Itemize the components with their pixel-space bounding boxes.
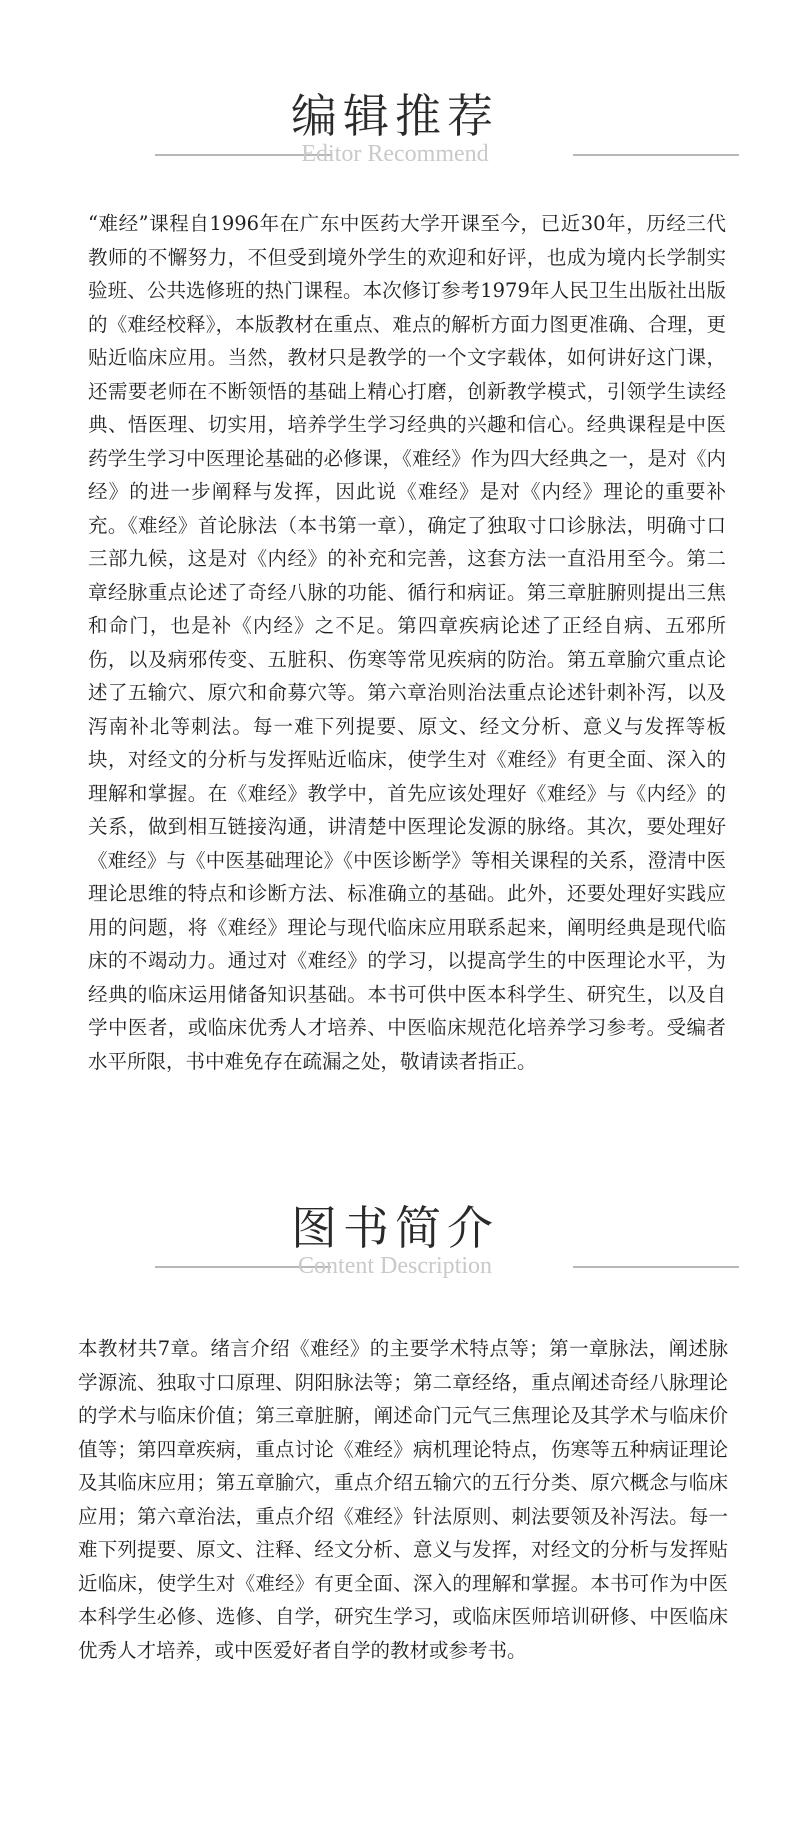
content-description-subtitle: Content Description bbox=[298, 1253, 492, 1279]
editor-recommend-subtitle: Editor Recommend bbox=[301, 141, 489, 167]
content-description-title: 图书简介 bbox=[291, 1201, 499, 1255]
editor-recommend-header bbox=[0, 88, 790, 168]
content-description-header bbox=[0, 1200, 790, 1280]
content-description-body: 本教材共7章。绪言介绍《难经》的主要学术特点等；第一章脉法，阐述脉学源流、独取寸口原理、阴阳脉法等；第二章经络，重点阐述奇经八脉理论的学术与临床价值；第三章脏腑，阐述命门元气三焦理论及其学术与临床价值等；第四章疾病，重点讨论《难经》病机理论特点，伤寒等五种病证理论及其临床应用；第五章腧穴，重点介绍五输穴的五行分类、原穴概念与临床应用；第六章治法，重点介绍《难经》针法原则、刺法要领及补泻法。每一难下列提要、原文、注释、经文分析、意义与发挥，对经文的分析与发挥贴近临床，使学生对《难经》有更全面、深入的理解和掌握。本书可作为中医本科学生必修、选修、自学，研究生学习，或临床医师培训研修、中医临床优秀人才培养，或中医爱好者自学的教材或参考书。 bbox=[78, 1337, 728, 1662]
editor-recommend-title: 编辑推荐 bbox=[291, 89, 499, 143]
editor-recommend-body: “难经”课程自1996年在广东中医药大学开课至今，已近30年，历经三代教师的不懈努力，不但受到境外学生的欢迎和好评，也成为境内长学制实验班、公共选修班的热门课程。本次修订参考1979年人民卫生出版社出版的《难经校释》，本版教材在重点、难点的解析方面力图更准确、合理，更贴近临床应用。当然，教材只是教学的一个文字载体，如何讲好这门课，还需要老师在不断领悟的基础上精心打磨，创新教学模式，引领学生读经典、悟医理、切实用，培养学生学习经典的兴趣和信心。经典课程是中医药学生学习中医理论基础的必修课，《难经》作为四大经典之一，是对《内经》的进一步阐释与发挥，因此说《难经》是对《内经》理论的重要补充。《难经》首论脉法（本书第一章），确定了独取寸口诊脉法，明确寸口三部九候，这是对《内经》的补充和完善，这套方法一直沿用至今。第二章经脉重点论述了奇经八脉的功能、循行和病证。第三章脏腑则提出三焦和命门，也是补《内经》之不足。第四章疾病论述了正经自病、五邪所伤，以及病邪传变、五脏积、伤寒等常见疾病的防治。第五章腧穴重点论述了五输穴、原穴和俞募穴等。第六章治则治法重点论述针刺补泻，以及泻南补北等刺法。每一难下列提要、原文、经文分析、意义与发挥等板块，对经文的分析与发挥贴近临床，使学生对《难经》有更全面、深入的理解和掌握。在《难经》教学中，首先应该处理好《难经》与《内经》的关系，做到相互链接沟通，讲清楚中医理论发源的脉络。其次，要处理好《难经》与《中医基础理论》《中医诊断学》等相关课程的关系，澄清中医理论思维的特点和诊断方法、标准确立的基础。此外，还要处理好实践应用的问题，将《难经》理论与现代临床应用联系起来，阐明经典是现代临床的不竭动力。通过对《难经》的学习，以提高学生的中医理论水平，为经典的临床运用储备知识基础。本书可供中医本科学生、研究生，以及自学中医者，或临床优秀人才培养、中医临床规范化培养学习参考。受编者水平所限，书中难免存在疏漏之处，敬请读者指正。 bbox=[88, 212, 726, 1073]
